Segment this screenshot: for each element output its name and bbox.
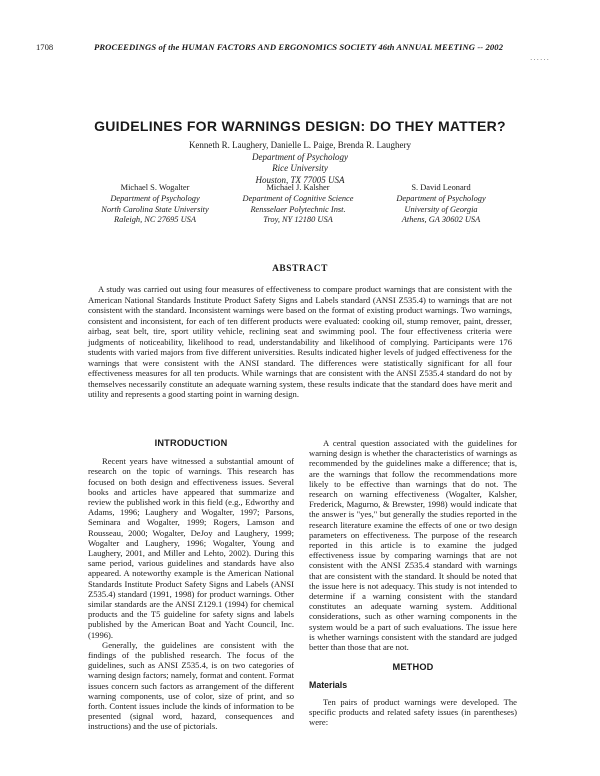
author-name: Michael S. Wogalter [120, 183, 190, 192]
method-heading: METHOD [392, 662, 434, 673]
materials-heading: Materials [309, 680, 348, 691]
affiliation-block [228, 183, 368, 226]
journal-title: PROCEEDINGS of the HUMAN FACTORS AND ERGONOMICS SOCIETY 46th ANNUAL MEETING -- 2002 [94, 42, 504, 52]
abstract-heading: ABSTRACT [272, 264, 328, 274]
intro-paragraph-2: Generally, the guidelines are consistent with the findings of the published research. The focus of the guidelines, such as ANSI Z535.4, is on two categories of warning design factors; namely, format and content. Format issues concern such factors as arrangement of the different warning components, use of color, size of print, and so forth. Content issues include the kinds of information to be presented (signal word, hazard, consequences and instructions) and the use of pictorials. [88, 639, 294, 732]
materials-paragraph: Ten pairs of product warnings were developed. The specific products and related safety issues (in parentheses) were: [309, 696, 517, 728]
author-city: Troy, NY 12180 USA [263, 215, 333, 225]
lead-authors: Kenneth R. Laughery, Danielle L. Paige, Brenda R. Laughery [188, 140, 412, 150]
intro-paragraph-1: Recent years have witnessed a substantial amount of research on the topic of warnings. This research has focused on both design and effectiveness issues. Several books and articles have appeared that summarize and review the published work in this field (e.g., Edworthy and Adams, 1996; Laughery and Wogalter, 1997; Parsons, Seminara and Wogalter, 1999; Rogers, Lamson and Rousseau, 2000; Wogalter, DeJoy and Laughery, 1999; Wogalter and Laughery, 1996; Wogalter, Young and Laughery, 2001, and Miller and Lehto, 2002). During this same period, various guidelines and standards have also appeared. A noteworthy example is the American National Standards Institute Product Safety Signs and Labels (ANSI Z535.4) standard (1991, 1998) for product warnings. Other similar standards are the ANSI Z129.1 (1994) for chemical products and the T5 guideline for safety signs and labels published by the American Boat and Yacht Council, Inc. (1996). [88, 456, 294, 640]
author-name: S. David Leonard [411, 183, 471, 192]
author-university: Rensselaer Polytechnic Inst. [250, 204, 346, 214]
left-column [88, 438, 294, 732]
author-department: Department of Psychology [396, 193, 486, 203]
scan-mark: ······ [530, 56, 550, 64]
author-name: Michael J. Kalsher [266, 183, 330, 192]
intro-paragraph-3: A central question associated with the guidelines for warning design is whether the characteristics of warnings as recommended by the guidelines make a difference; that is, are the warnings that follow the recommendations more likely to be effective than warnings that do not. The research on warning effectiveness (Wogalter, Kalsher, Frederick, Magurno, & Brewster, 1998) would indicate that the answer is "yes," but generally the studies reported in the research literature examine the effects of one or two design parameters on effectiveness. The purpose of the research reported in this article is to examine the judged effectiveness issue by comparing warnings that are not consistent with the ANSI Z535.4 standard with warnings that are consistent with the standard. It should be noted that the issue here is not adequacy. This study is not intended to determine if a warning consistent with the standard constitutes an adequate warning system. Additional considerations, such as other warning components in the system would be a part of such evaluations. The issue here is whether warnings consistent with the standard are judged better than those that are not. [309, 438, 517, 653]
author-city: Athens, GA 30602 USA [401, 215, 481, 225]
lead-author-block [0, 140, 600, 186]
author-university: North Carolina State University [101, 204, 209, 214]
author-city: Raleigh, NC 27695 USA [114, 215, 196, 225]
affiliation-block [376, 183, 506, 226]
lead-university: Rice University [272, 163, 328, 173]
introduction-heading: INTRODUCTION [154, 438, 228, 448]
page-number: 1708 [36, 42, 54, 52]
lead-department: Department of Psychology [252, 151, 348, 162]
lead-city: Houston, TX 77005 USA [255, 174, 345, 185]
paper-title: GUIDELINES FOR WARNINGS DESIGN: DO THEY MATTER? [94, 118, 506, 134]
author-university: University of Georgia [404, 204, 478, 214]
author-department: Department of Cognitive Science [242, 193, 354, 203]
abstract-text: A study was carried out using four measures of effectiveness to compare product warnings that are consistent with the American National Standards Institute Product Safety Signs and Labels standard (ANSI Z535.4) to warnings that are not consistent with the standard. Inconsistent warnings were based on the format of existing product warnings. Two warnings, consistent and inconsistent, for each of ten different products were evaluated: cooking oil, stump remover, paint, dresser, airbag, seat belt, tire, sport utility vehicle, reclining seat and swimming pool. The four effectiveness criteria were judgments of noticeability, likelihood to read, understandability and likelihood of complying. Participants were 176 students with varied majors from five different universities. Results indicated higher levels of judged effectiveness for the warnings that were consistent with the ANSI standard. The differences were statistically significant for all four effectiveness measures for all ten products. While warnings that are consistent with the ANSI Z535.4 standard do not by themselves necessarily constitute an adequate warning system, these results indicate that the standard does have merit and utility and represents a good starting point in warning design. [88, 284, 512, 400]
author-department: Department of Psychology [110, 193, 200, 203]
right-column [309, 438, 517, 727]
affiliation-block [90, 183, 220, 226]
